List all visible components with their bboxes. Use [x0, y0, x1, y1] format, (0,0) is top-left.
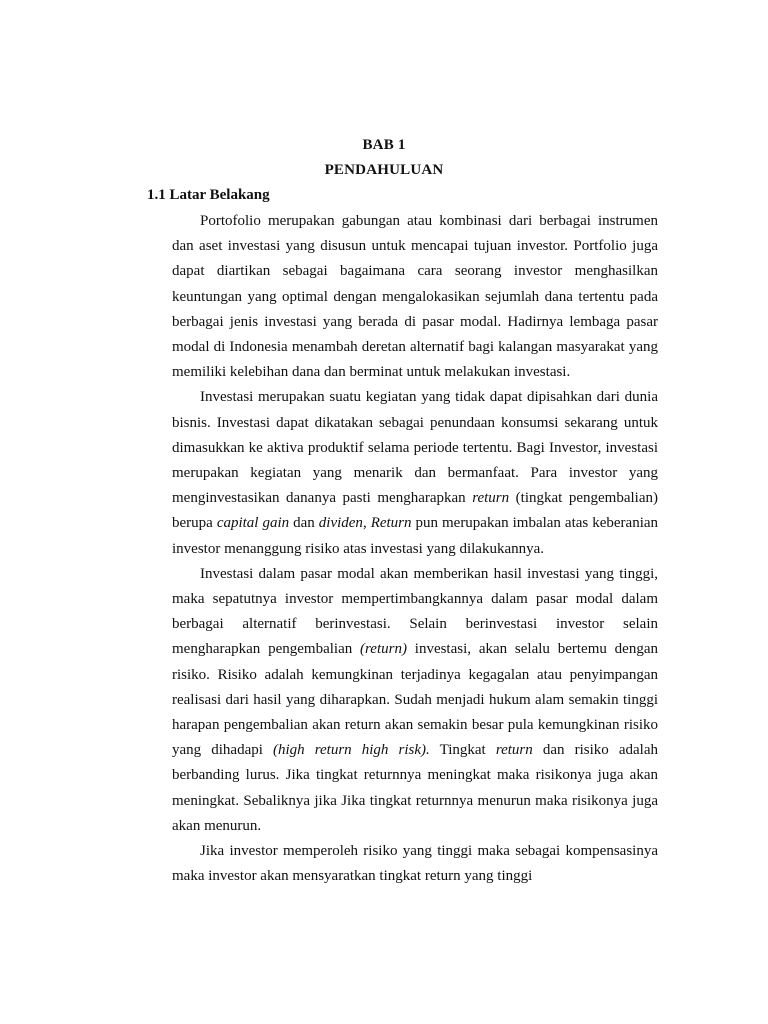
body-text [172, 209, 658, 889]
paragraph-2 [172, 385, 658, 561]
paragraph-text: investasi, akan selalu bertemu dengan risiko. Risiko adalah kemungkinan terjadinya kegagalan atau penyimpangan realisasi dari hasil yang diharapkan. Sudah menjadi hukum alam semakin tinggi harapan pengembalian akan return akan semakin besar pula kemungkinan risiko yang dihadapi [172, 641, 658, 759]
section-heading: 1.1 Latar Belakang [147, 187, 270, 203]
paragraph-text: , [362, 515, 371, 532]
italic-term: return [472, 490, 510, 507]
chapter-number: BAB 1 [362, 137, 406, 153]
paragraph-text: dan [289, 515, 319, 532]
paragraph-text: (tingkat pengembalian) berupa [172, 490, 658, 532]
paragraph-text: Tingkat [429, 742, 496, 759]
paragraph-text: Jika investor memperoleh risiko yang tinggi maka sebagai kompensasinya maka investor akan mensyaratkan tingkat return yang tinggi [172, 843, 658, 885]
italic-term: return [495, 742, 533, 759]
italic-term: Return [370, 515, 412, 532]
italic-term: dividen [318, 515, 363, 532]
chapter-title: PENDAHULUAN [324, 162, 444, 178]
paragraph-text: Portofolio merupakan gabungan atau kombinasi dari berbagai instrumen dan aset investasi yang disusun untuk mencapai tujuan investor. Portfolio juga dapat diartikan sebagai bagaimana cara seorang investor menghasilkan keuntungan yang optimal dengan mengalokasikan sejumlah dana tertentu pada berbagai jenis investasi yang berada di pasar modal. Hadirnya lembaga pasar modal di Indonesia menambah deretan alternatif bagi kalangan masyarakat yang memiliki kelebihan dana dan berminat untuk melakukan investasi. [172, 213, 658, 381]
italic-term: capital gain [216, 515, 290, 532]
paragraph-text: pun merupakan imbalan atas keberanian investor menanggung risiko atas investasi yang dilakukannya. [172, 515, 659, 557]
paragraph-text: Investasi merupakan suatu kegiatan yang tidak dapat dipisahkan dari dunia bisnis. Investasi dapat dikatakan sebagai penundaan konsumsi sekarang untuk dimasukkan ke aktiva produktif selama periode tertentu. Bagi Investor, investasi merupakan kegiatan yang menarik dan bermanfaat. Para investor yang menginvestasikan dananya pasti mengharapkan [172, 389, 658, 507]
paragraph-3 [172, 562, 658, 839]
paragraph-text: Investasi dalam pasar modal akan memberikan hasil investasi yang tinggi, maka sepatutnya investor mempertimbangkannya dalam pasar modal dalam berbagai alternatif berinvestasi. Selain berinvestasi investor selain mengharapkan pengembalian [172, 565, 658, 658]
paragraph-text: dan risiko adalah berbanding lurus. Jika tingkat returnnya meningkat maka risikonya juga akan meningkat. Sebaliknya jika Jika tingkat returnnya menurun maka risikonya juga akan menurun. [172, 742, 658, 834]
paragraph-1 [172, 209, 658, 385]
italic-term: (high return high risk). [272, 742, 430, 759]
italic-term: (return) [360, 641, 407, 658]
paragraph-4 [172, 839, 658, 889]
